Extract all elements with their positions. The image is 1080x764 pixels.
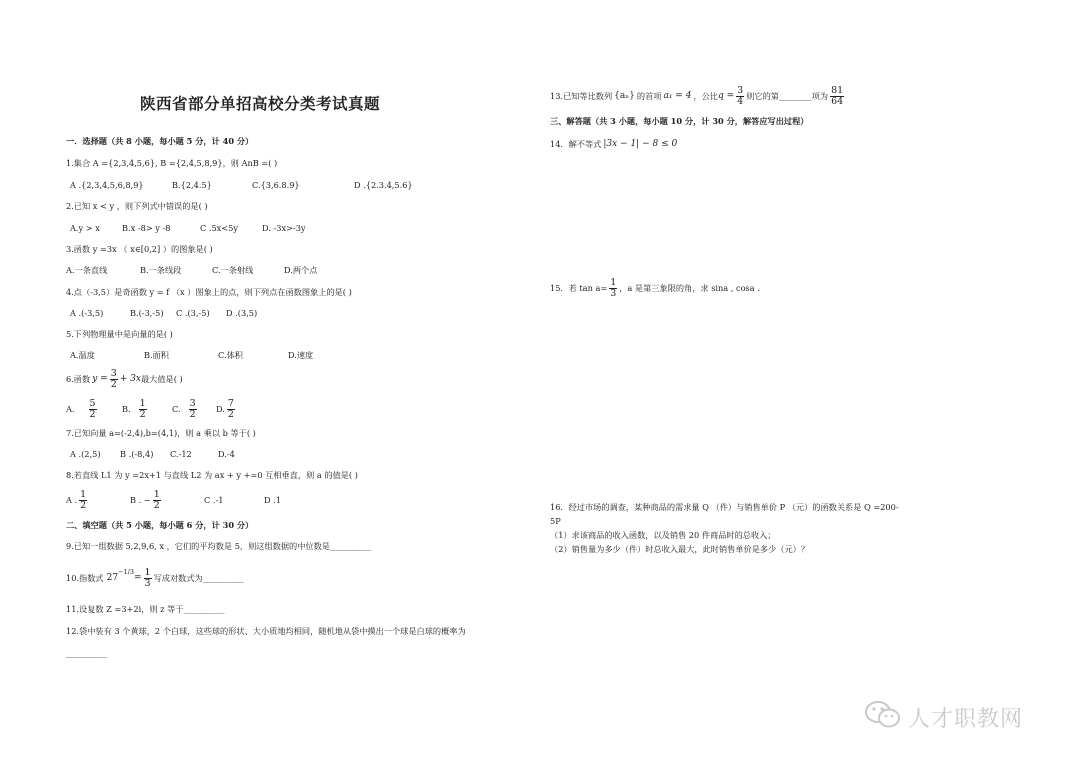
question-12: 12.袋中装有 3 个黄球，2 个白球，这些球的形状、大小质地均相同，随机地从袋中摸出一个球是白球的概率为 — [66, 626, 466, 636]
q3-option-b: B.一条线段 — [140, 265, 182, 275]
q7-option-b: B .(-8,4) — [120, 449, 154, 459]
question-9: 9.已知一组数据 5,2,9,6, x ，它们的平均数是 5，则这组数据的中位数是__________ — [66, 541, 371, 551]
section-choice-heading: 一．选择题（共 8 小题，每小题 5 分，计 40 分） — [66, 136, 254, 146]
q7-option-c: C.-12 — [170, 449, 192, 459]
question-8: 8.若直线 L1 为 y =2x+1 与直线 L2 为 ax + y +=0 互相垂直，则 a 的值是( ) — [66, 470, 358, 480]
question-14: 14．解不等式 |3x − 1| − 8 ≤ 0 — [550, 139, 678, 149]
question-16-part-2: （2）销售量为多少（件）时总收入最大，此时销售单价是多少（元）？ — [550, 544, 810, 554]
page-title: 陕西省部分单招高校分类考试真题 — [140, 94, 381, 113]
q1-option-d: D .{2.3.4,5.6} — [354, 180, 413, 190]
q6-term: + 3x — [119, 373, 141, 384]
question-13: 13.已知等比数列 {aₙ} 的首项 a₁ = 4 ，公比 q = $\frac{3}{4}$ 则它的第________项为 $\frac{81}{64}$ — [550, 84, 844, 107]
q6-y: y = — [92, 373, 108, 384]
q13-first-term: a₁ = 4 — [663, 90, 692, 101]
question-6 — [66, 367, 183, 391]
q4-option-a: A .(-3,5) — [70, 308, 104, 318]
question-5: 5.下列物理量中是向量的是( ) — [66, 329, 173, 339]
question-16-cont: 5P — [550, 516, 561, 526]
q5-option-d: D.速度 — [288, 350, 314, 360]
q2-option-d: D. -3x>-3y — [262, 223, 306, 233]
q3-option-c: C.一条射线 — [212, 265, 254, 275]
q2-option-a: A.y > x — [70, 223, 100, 233]
q8-option-d: D .1 — [264, 495, 281, 505]
question-16: 16．经过市场的调查，某种商品的需求量 Q （件）与销售单价 P （元）的函数关系是 Q =200- — [550, 502, 899, 512]
q5-option-c: C.体积 — [218, 350, 243, 360]
question-1: 1.集合 A ={2,3,4,5,6}, B ={2,4,5,8,9}，则 AnB =( ) — [66, 158, 278, 168]
question-10: 10.指数式 27 $^{-1/3}$ = $\frac{1}{3}$ 写成对数式为__________ — [66, 566, 244, 589]
q6-option-b: B. $\frac{1}{2}$ — [122, 397, 146, 420]
q4-option-d: D .(3,5) — [226, 308, 258, 318]
question-2: 2.已知 x < y ，则下列式中错误的是( ) — [66, 201, 208, 211]
q6-suffix: 最大值是( ) — [140, 373, 183, 384]
q8-option-a: A . $\frac{1}{2}$ — [66, 488, 87, 511]
q3-option-a: A.一条直线 — [66, 265, 108, 275]
watermark-text: 人才职教网 — [908, 706, 1024, 732]
q5-option-b: B.面积 — [144, 350, 169, 360]
q7-option-d: D.-4 — [218, 449, 235, 459]
q4-option-c: C .(3,-5) — [176, 308, 210, 318]
section-answer-heading: 三、解答题（共 3 小题，每小题 10 分，计 30 分，解答应写出过程） — [550, 116, 809, 126]
question-3: 3.函数 y =3x （ x∈[0,2] ）的图象是( ) — [66, 244, 213, 254]
q1-option-a: A .{2,3,4,5,6,8,9} — [70, 180, 144, 190]
q8-option-b: B . − $\frac{1}{2}$ — [130, 488, 160, 511]
q1-option-c: C.{3,6.8.9} — [252, 180, 300, 190]
q13-sequence: {aₙ} — [614, 90, 635, 101]
question-16-part-1: （1）求该商品的收入函数，以及销售 20 件商品时的总收入； — [550, 530, 776, 540]
question-12-blank: __________ — [66, 648, 107, 658]
q3-option-d: D.两个点 — [284, 265, 318, 275]
q10-base: 27 — [106, 572, 119, 583]
question-15: 15．若 tan a= $\frac{1}{3}$ ，a 是第三象限的角，求 sina , cosa . — [550, 276, 760, 299]
q14-inequality: |3x − 1| − 8 ≤ 0 — [603, 139, 678, 149]
question-4: 4.点（-3,5）是奇函数 y = f （x ）图象上的点，则下列点在函数图象上的是( ) — [66, 287, 352, 297]
q2-option-b: B.x -8> y -8 — [122, 223, 171, 233]
q2-option-c: C .5x<5y — [200, 223, 238, 233]
watermark — [864, 700, 1023, 734]
q1-option-b: B.{2,4.5} — [172, 180, 212, 190]
section-fill-heading: 二、填空题（共 5 小题，每小题 6 分，计 30 分） — [66, 520, 254, 530]
question-11: 11.设复数 Z =3+2i，则 z 等于__________ — [66, 604, 225, 614]
q7-option-a: A .(2,5) — [70, 449, 101, 459]
q4-option-b: B.(-3,-5) — [130, 308, 164, 318]
wechat-icon — [864, 700, 902, 734]
q6-option-a: A. $\frac{5}{2}$ — [66, 397, 96, 420]
q5-option-a: A.温度 — [70, 350, 95, 360]
q6-option-c: C. $\frac{3}{2}$ — [172, 397, 196, 420]
q10-exponent: −1/3 — [118, 568, 134, 576]
q6-fraction: $\frac{3}{2}$ — [110, 367, 117, 390]
q6-prefix: 6.函数 — [66, 373, 91, 384]
q8-option-c: C .-1 — [204, 495, 224, 505]
q6-option-d: D. $\frac{7}{2}$ — [216, 397, 234, 420]
question-7: 7.已知向量 a=(-2,4),b=(4,1)，则 a 乘以 b 等于( ) — [66, 428, 256, 438]
